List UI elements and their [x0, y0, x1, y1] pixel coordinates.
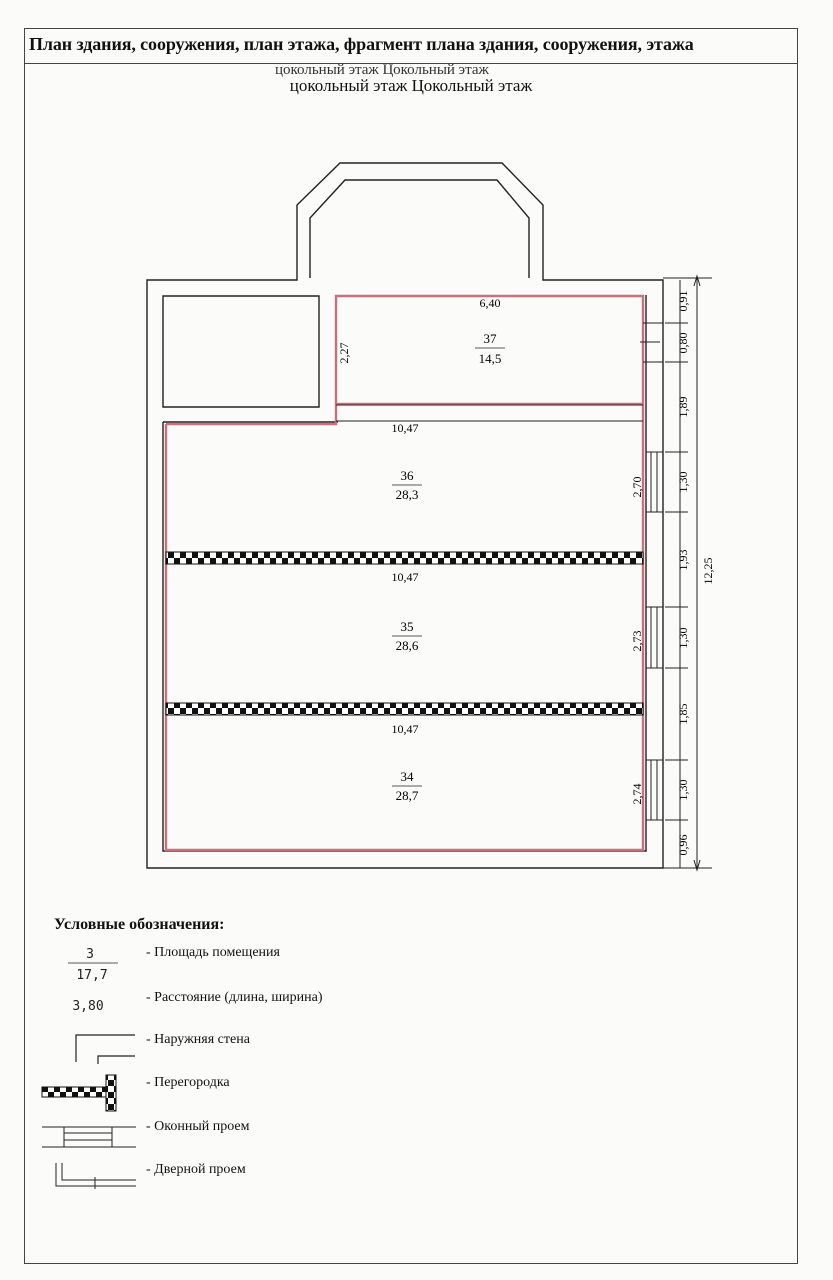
legend-outer-wall-symbol	[76, 1035, 135, 1064]
dim-room36-width: 10,47	[391, 421, 419, 435]
partition-36-35	[166, 552, 643, 564]
room-34-number: 34	[400, 769, 414, 784]
dim-chain-9: 0,96	[676, 834, 690, 856]
dim-room34-width: 10,47	[391, 722, 419, 736]
room-35-number: 35	[400, 619, 414, 634]
legend-door-symbol	[56, 1163, 136, 1189]
dim-room34-depth: 2,74	[630, 783, 644, 805]
window-room-35	[646, 607, 663, 668]
legend-area-label: - Площадь помещения	[146, 945, 280, 960]
dim-room35-width: 10,47	[391, 570, 419, 584]
room-37-number: 37	[483, 331, 497, 346]
legend-area-sample-val: 17,7	[76, 968, 108, 983]
dim-chain-2: 0,80	[676, 332, 690, 354]
legend-partition-symbol	[42, 1075, 116, 1111]
legend-distance-sample: 3,80	[72, 999, 104, 1014]
room-34-area: 28,7	[395, 788, 419, 803]
legend-door-label: - Дверной проем	[146, 1162, 246, 1177]
legend-title: Условные обозначения:	[54, 916, 225, 933]
window-room-36	[646, 452, 663, 512]
dim-chain-6: 1,30	[676, 627, 690, 649]
legend-window-label: - Оконный проем	[146, 1119, 250, 1134]
dim-room37-width: 6,40	[479, 296, 501, 310]
dim-chain-5: 1,93	[676, 549, 690, 571]
room-36-area: 28,3	[395, 487, 419, 502]
legend-outer-wall-label: - Наружняя стена	[146, 1032, 250, 1047]
dim-chain-3: 1,89	[676, 396, 690, 418]
sheet-title-cut-line: цокольный этаж Цокольный этаж	[275, 62, 489, 78]
dim-room36-depth: 2,70	[630, 476, 644, 498]
room-37-area: 14,5	[478, 351, 502, 366]
window-room-34	[646, 760, 663, 820]
dimension-labels	[337, 291, 715, 856]
legend-window-symbol	[42, 1127, 136, 1147]
dim-chain-1: 0,91	[676, 290, 690, 312]
floor-name: цокольный этаж Цокольный этаж	[289, 76, 533, 95]
room-37-outline	[336, 296, 643, 404]
legend-symbols	[42, 947, 136, 1189]
dim-chain-8: 1,30	[676, 779, 690, 801]
room-36-number: 36	[400, 468, 414, 483]
dim-total: 12,25	[701, 557, 715, 585]
sheet-title: План здания, сооружения, план этажа, фрагмент плана здания, сооружения, этажа	[29, 34, 694, 54]
legend-area-sample-num: 3	[86, 947, 94, 962]
legend-partition-label: - Перегородка	[146, 1075, 230, 1090]
legend-distance-label: - Расстояние (длина, ширина)	[146, 990, 323, 1005]
partition-35-34	[166, 703, 643, 715]
dim-room35-depth: 2,73	[630, 630, 644, 652]
outer-walls	[147, 163, 663, 868]
room-35-area: 28,6	[395, 638, 419, 653]
dim-room37-depth: 2,27	[337, 342, 351, 364]
dim-chain-7: 1,85	[676, 703, 690, 725]
dim-chain-4: 1,30	[676, 471, 690, 493]
